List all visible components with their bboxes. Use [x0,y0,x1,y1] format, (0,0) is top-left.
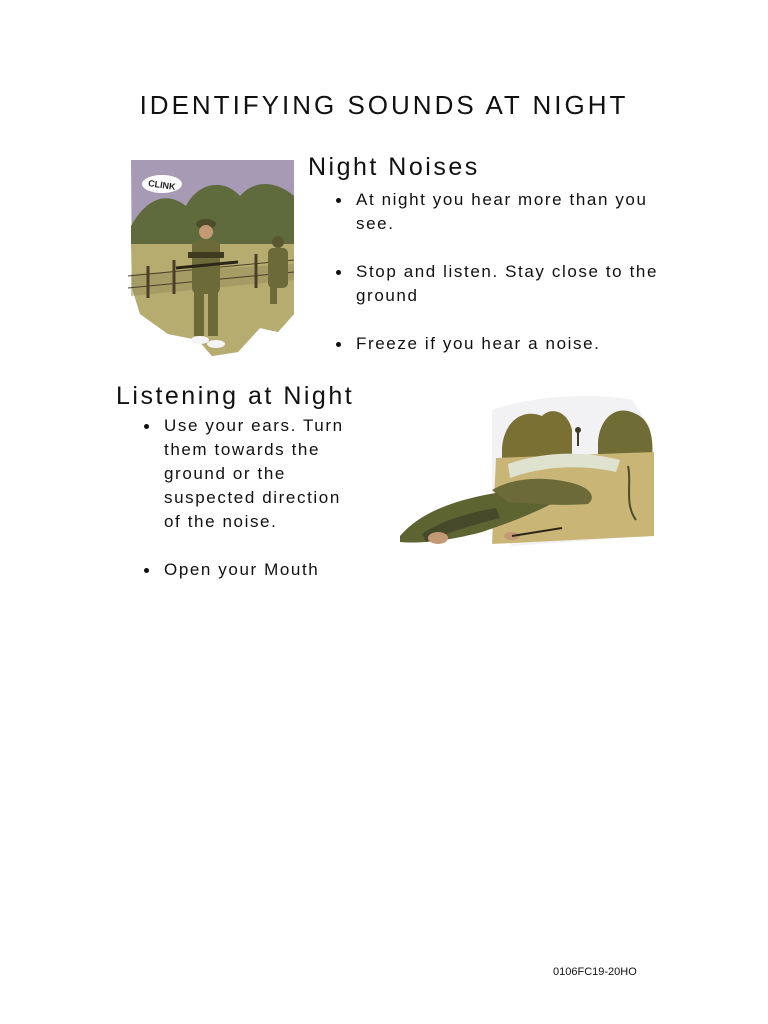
list-item: Freeze if you hear a noise. [330,332,660,356]
soldier-night-patrol-illustration [128,156,298,356]
clink-speech-bubble: CLINK [147,178,177,192]
listening-at-night-heading: Listening at Night [116,382,355,410]
list-item: At night you hear more than you see. [330,188,660,236]
list-item: Stop and listen. Stay close to the ground [330,260,660,308]
listening-at-night-list [138,414,363,606]
page-title: IDENTIFYING SOUNDS AT NIGHT [139,90,629,120]
soldiers-prone-listening-illustration [392,386,660,558]
night-noises-heading: Night Noises [308,153,480,181]
document-code: 0106FC19-20HO [553,966,637,978]
night-noises-list [330,188,660,380]
list-item: Open your Mouth [138,558,363,582]
list-item: Use your ears. Turn them towards the ground or the suspected direction of the noise. [138,414,363,534]
